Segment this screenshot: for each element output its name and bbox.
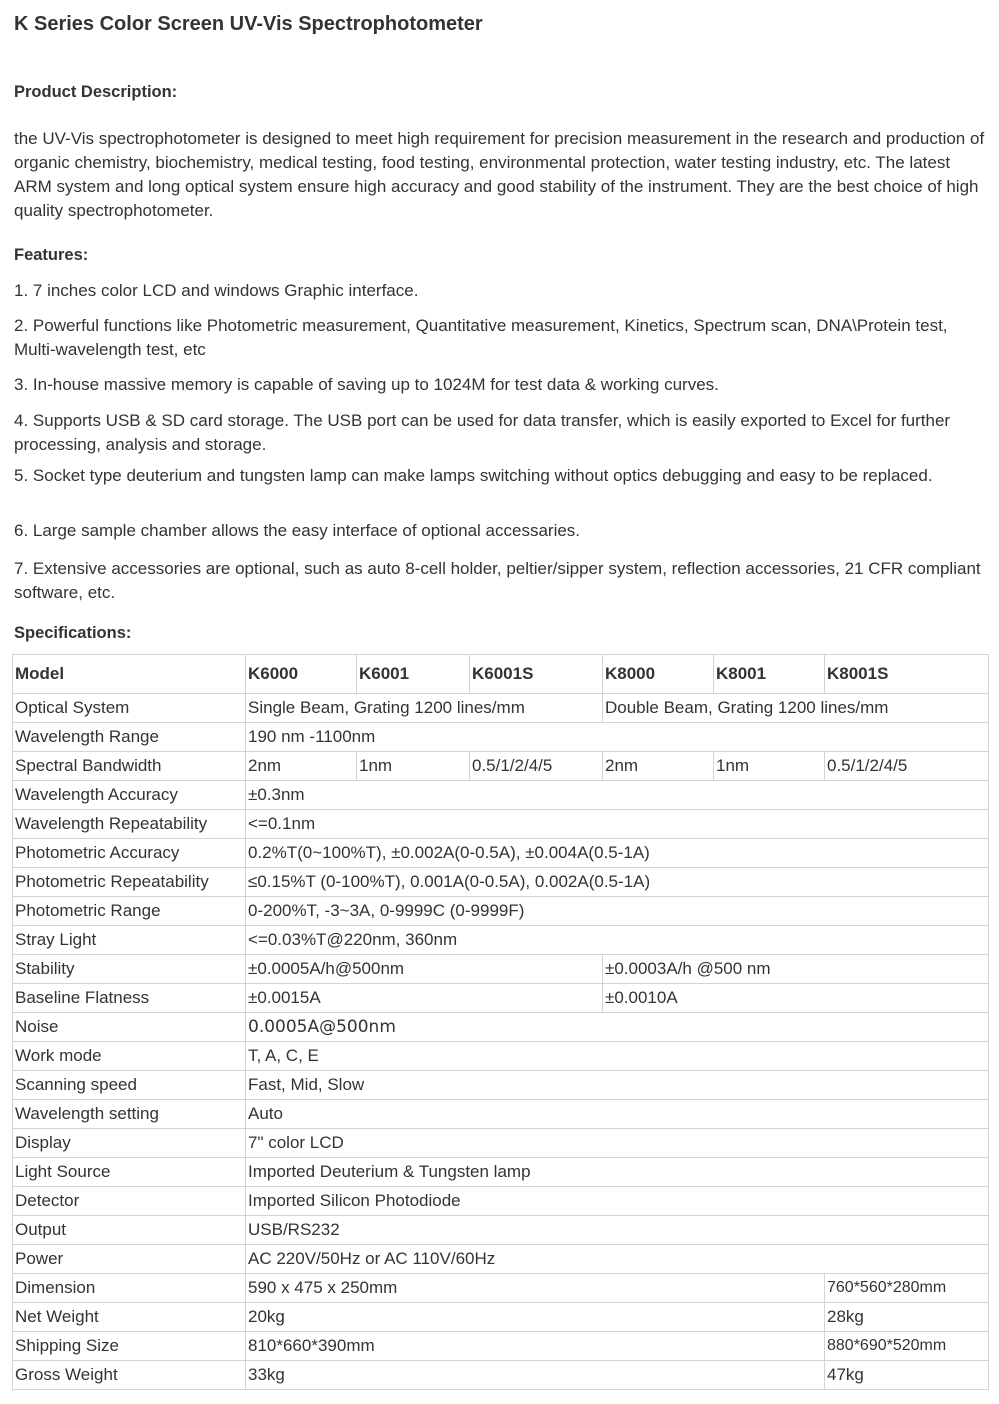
specifications-heading: Specifications: (14, 624, 132, 642)
row-label: Stability (13, 955, 246, 984)
feature-item-5: 5. Socket type deuterium and tungsten lamp can make lamps switching without optics debugging and easy to be replaced. (14, 466, 933, 485)
table-row (13, 752, 989, 781)
cell-value: ±0.0010A (603, 984, 989, 1013)
table-row (13, 781, 989, 810)
table-row (13, 1245, 989, 1274)
table-row (13, 1013, 989, 1042)
table-row (13, 1303, 989, 1332)
description-heading: Product Description: (14, 83, 178, 101)
feature-item-7: 7. Extensive accessories are optional, such as auto 8-cell holder, peltier/sipper system, reflection accessories, 21 CFR compliant software, etc. (14, 559, 981, 602)
cell-value: ±0.0003A/h @500 nm (603, 955, 989, 984)
header-cell-k6001s: K6001S (470, 655, 603, 694)
row-label: Wavelength Accuracy (13, 781, 246, 810)
cell-value: AC 220V/50Hz or AC 110V/60Hz (246, 1245, 989, 1274)
row-label: Display (13, 1129, 246, 1158)
row-label: Shipping Size (13, 1332, 246, 1361)
table-row (13, 1158, 989, 1187)
cell-value: 7" color LCD (246, 1129, 989, 1158)
table-row (13, 1274, 989, 1303)
specifications-table (12, 654, 989, 1390)
cell-value: 1nm (357, 752, 470, 781)
cell-value: 2nm (603, 752, 714, 781)
cell-value: Single Beam, Grating 1200 lines/mm (246, 694, 603, 723)
table-row (13, 1129, 989, 1158)
table-header-row (13, 655, 989, 694)
row-label: Work mode (13, 1042, 246, 1071)
cell-value: 2nm (246, 752, 357, 781)
cell-value: ±0.0015A (246, 984, 603, 1013)
table-row (13, 810, 989, 839)
row-label: Net Weight (13, 1303, 246, 1332)
cell-value: 33kg (246, 1361, 825, 1390)
cell-value: ±0.0005A/h@500nm (246, 955, 603, 984)
table-row (13, 955, 989, 984)
row-label: Power (13, 1245, 246, 1274)
feature-item-2: 2. Powerful functions like Photometric measurement, Quantitative measurement, Kinetics, Spectrum scan, DNA\Protein test, Multi-wavelength test, etc (14, 316, 948, 359)
header-cell-k6000: K6000 (246, 655, 357, 694)
row-label: Output (13, 1216, 246, 1245)
cell-value: 0-200%T, -3~3A, 0-9999C (0-9999F) (246, 897, 989, 926)
table-row (13, 897, 989, 926)
table-row (13, 1187, 989, 1216)
cell-value: 760*560*280mm (825, 1274, 989, 1303)
row-label: Wavelength setting (13, 1100, 246, 1129)
cell-value: <=0.03%T@220nm, 360nm (246, 926, 989, 955)
page-title: K Series Color Screen UV-Vis Spectrophotometer (14, 13, 483, 35)
row-label: Noise (13, 1013, 246, 1042)
cell-value: 590 x 475 x 250mm (246, 1274, 825, 1303)
cell-value: 0.5/1/2/4/5 (825, 752, 989, 781)
features-heading: Features: (14, 246, 89, 264)
cell-value: 1nm (714, 752, 825, 781)
cell-value: 0.0005A@500nm (246, 1013, 989, 1042)
feature-item-6: 6. Large sample chamber allows the easy interface of optional accessaries. (14, 521, 581, 540)
cell-value: <=0.1nm (246, 810, 989, 839)
table-row (13, 984, 989, 1013)
feature-item-3: 3. In-house massive memory is capable of saving up to 1024M for test data & working curves. (14, 375, 719, 394)
table-row (13, 926, 989, 955)
cell-value: 0.5/1/2/4/5 (470, 752, 603, 781)
header-cell-k6001: K6001 (357, 655, 470, 694)
row-label: Wavelength Repeatability (13, 810, 246, 839)
table-row (13, 723, 989, 752)
header-cell-model: Model (13, 655, 246, 694)
cell-value: Auto (246, 1100, 989, 1129)
row-label: Photometric Accuracy (13, 839, 246, 868)
row-label: Scanning speed (13, 1071, 246, 1100)
cell-value: 47kg (825, 1361, 989, 1390)
feature-item-1: 1. 7 inches color LCD and windows Graphic interface. (14, 281, 419, 300)
table-row (13, 1071, 989, 1100)
row-label: Spectral Bandwidth (13, 752, 246, 781)
cell-value: 190 nm -1100nm (246, 723, 989, 752)
row-label: Dimension (13, 1274, 246, 1303)
table-row (13, 1216, 989, 1245)
cell-value: Fast, Mid, Slow (246, 1071, 989, 1100)
row-label: Photometric Range (13, 897, 246, 926)
table-row (13, 1042, 989, 1071)
cell-value: USB/RS232 (246, 1216, 989, 1245)
cell-value: 880*690*520mm (825, 1332, 989, 1361)
row-label: Photometric Repeatability (13, 868, 246, 897)
cell-value: Imported Silicon Photodiode (246, 1187, 989, 1216)
row-label: Gross Weight (13, 1361, 246, 1390)
cell-value: ≤0.15%T (0-100%T), 0.001A(0-0.5A), 0.002A(0.5-1A) (246, 868, 989, 897)
row-label: Detector (13, 1187, 246, 1216)
cell-value: 0.2%T(0~100%T), ±0.002A(0-0.5A), ±0.004A(0.5-1A) (246, 839, 989, 868)
header-cell-k8001s: K8001S (825, 655, 989, 694)
feature-item-4: 4. Supports USB & SD card storage. The USB port can be used for data transfer, which is easily exported to Excel for further processing, analysis and storage. (14, 411, 951, 454)
row-label: Stray Light (13, 926, 246, 955)
table-row (13, 839, 989, 868)
description-text: the UV-Vis spectrophotometer is designed to meet high requirement for precision measurement in the research and production of organic chemistry, biochemistry, medical testing, food testing, environmental protection, water testing industry, etc. The latest ARM system and long optical system ensure high accuracy and good stability of the instrument. They are the best choice of high quality spectrophotometer. (14, 129, 985, 220)
cell-value: T, A, C, E (246, 1042, 989, 1071)
cell-value: 20kg (246, 1303, 825, 1332)
row-label: Wavelength Range (13, 723, 246, 752)
header-cell-k8001: K8001 (714, 655, 825, 694)
table-row (13, 868, 989, 897)
table-row (13, 1100, 989, 1129)
header-cell-k8000: K8000 (603, 655, 714, 694)
row-label: Baseline Flatness (13, 984, 246, 1013)
table-row (13, 694, 989, 723)
cell-value: 28kg (825, 1303, 989, 1332)
table-row (13, 1332, 989, 1361)
row-label: Light Source (13, 1158, 246, 1187)
row-label: Optical System (13, 694, 246, 723)
cell-value: Imported Deuterium & Tungsten lamp (246, 1158, 989, 1187)
cell-value: 810*660*390mm (246, 1332, 825, 1361)
cell-value: Double Beam, Grating 1200 lines/mm (603, 694, 989, 723)
table-row (13, 1361, 989, 1390)
cell-value: ±0.3nm (246, 781, 989, 810)
